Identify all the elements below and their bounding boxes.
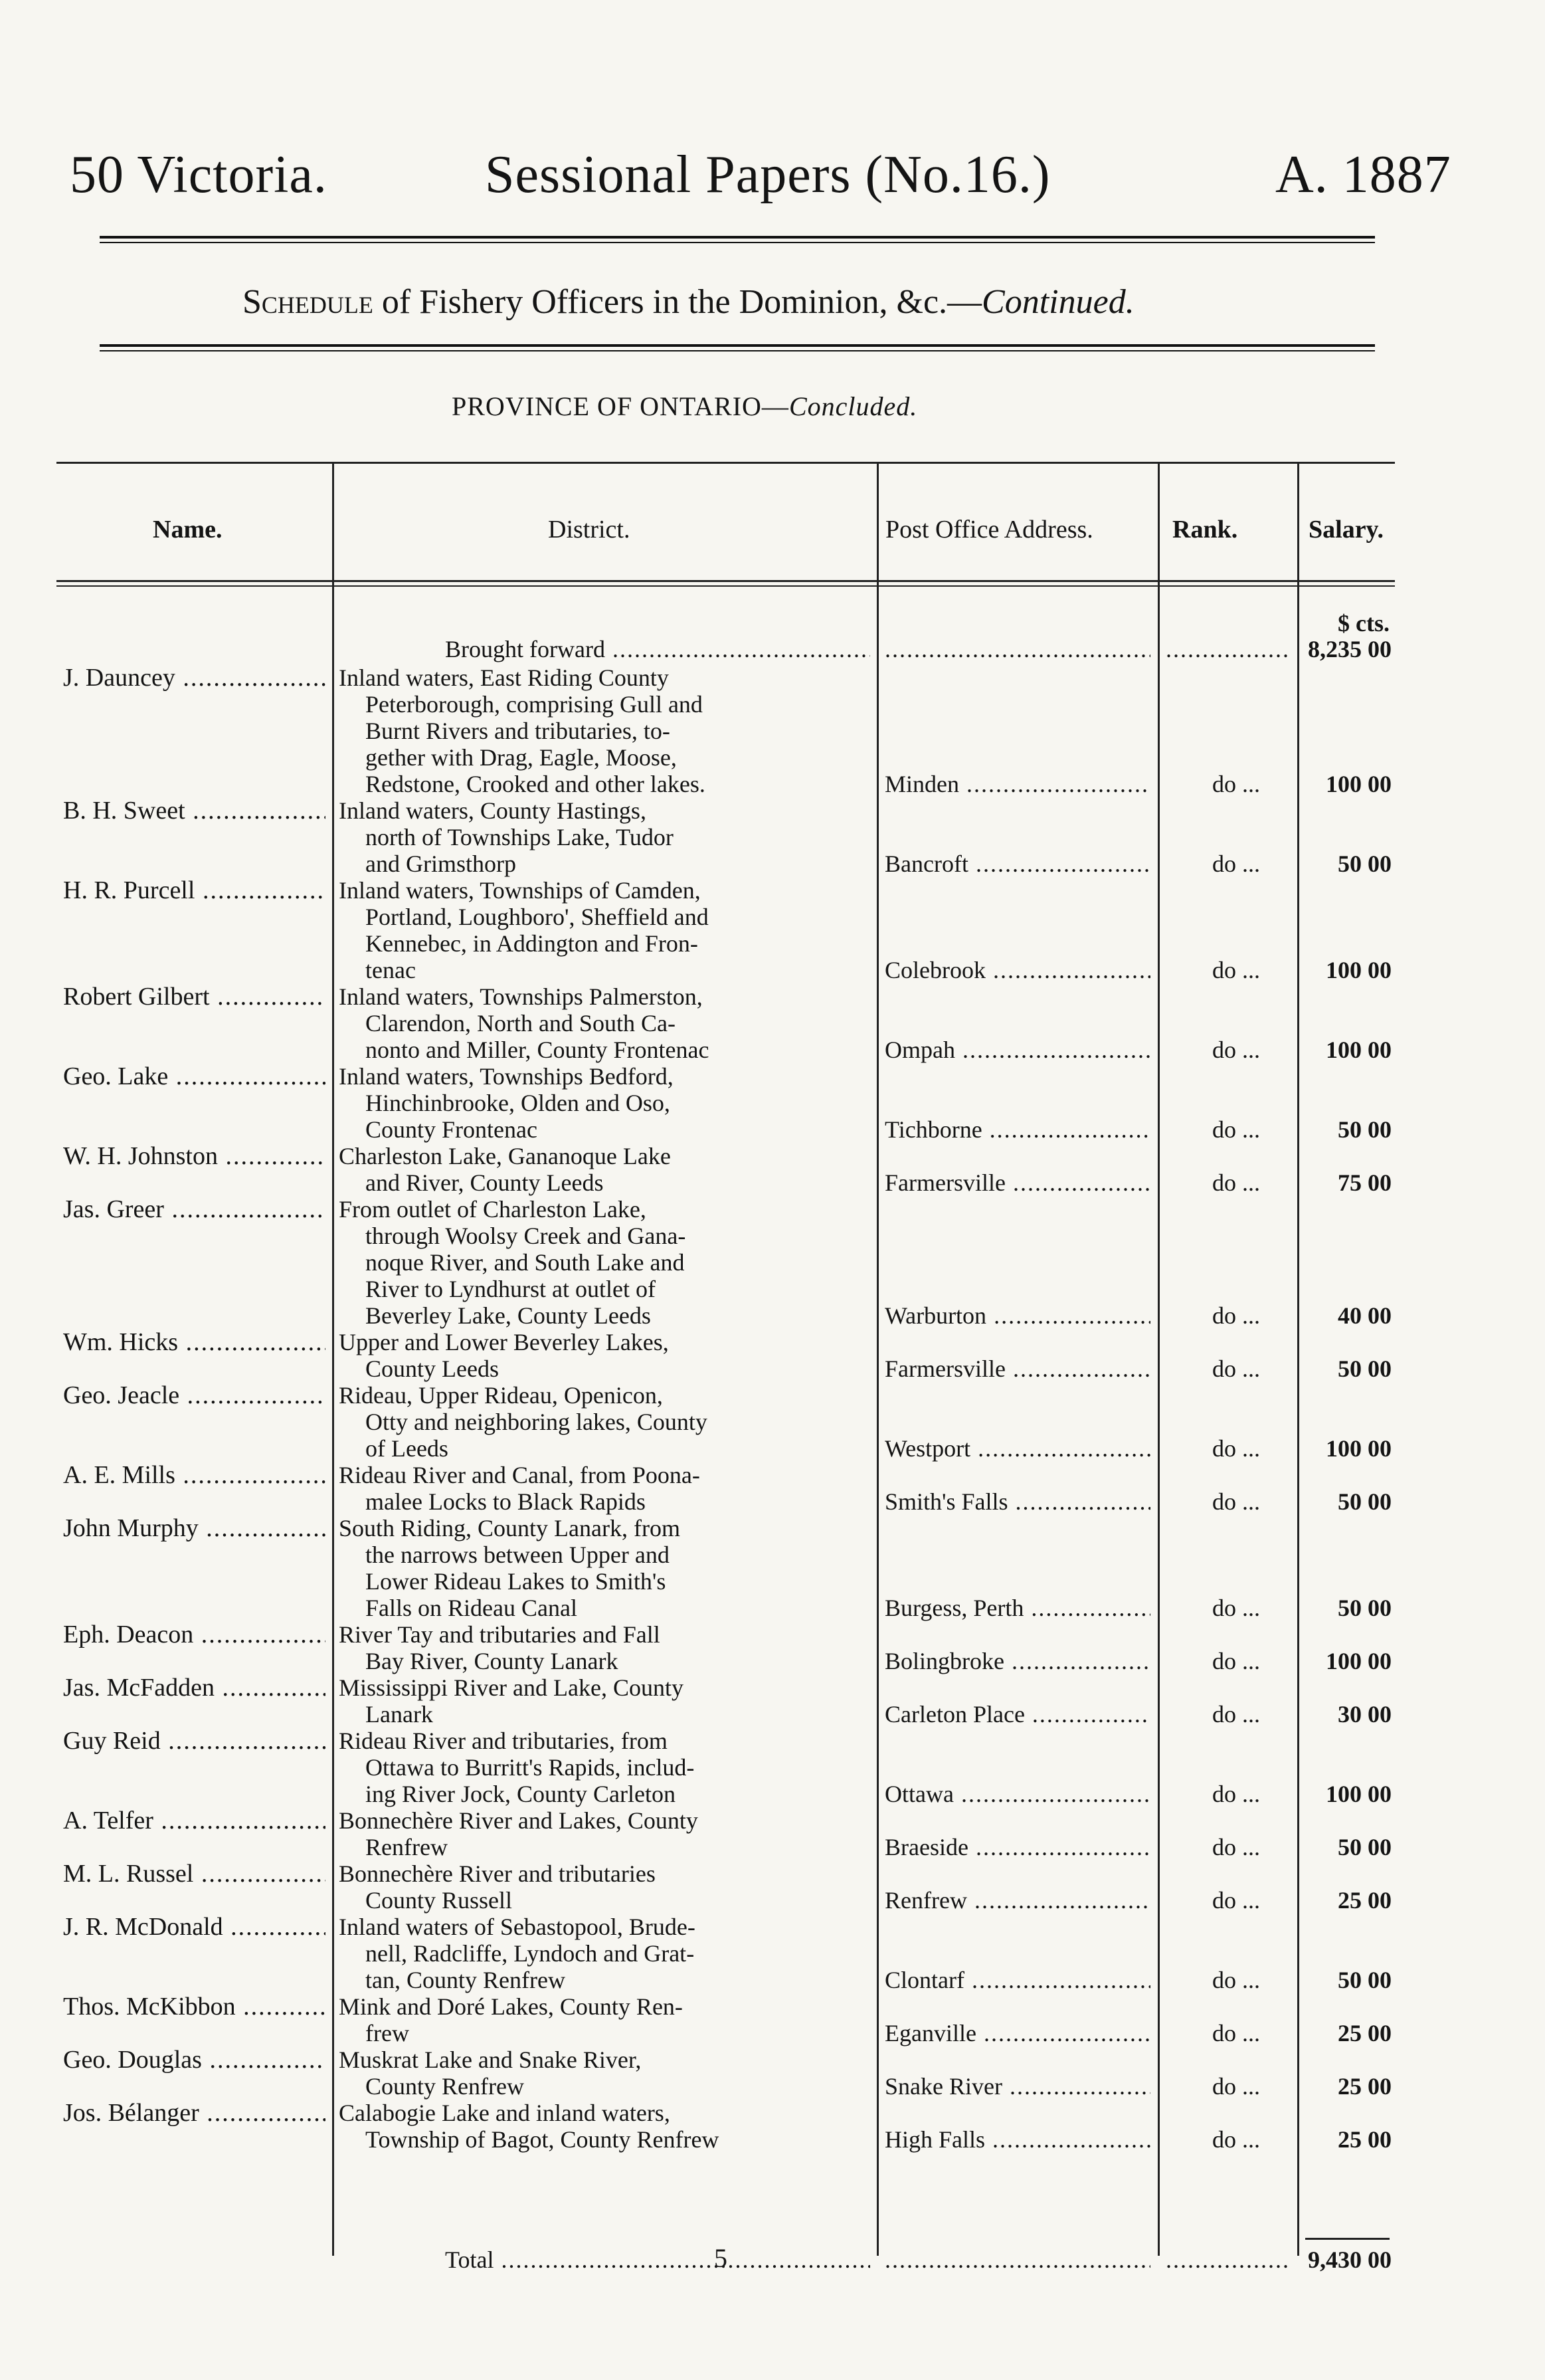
district-line: Rideau River and tributaries, from: [339, 1728, 668, 1754]
district-line: tenac: [365, 957, 416, 983]
province-concluded: Concluded.: [788, 391, 918, 421]
officer-rank: [1166, 1037, 1289, 1063]
header-bottom-rule: [56, 580, 1395, 582]
officer-name: J. Dauncey .....: [63, 664, 325, 691]
officer-salary: 50 00: [1338, 1116, 1392, 1143]
district-line: tan, County Renfrew: [365, 1967, 565, 1993]
fishery-officers-table: [56, 462, 1395, 2273]
district-line: north of Townships Lake, Tudor: [365, 824, 674, 850]
officer-name: A. Telfer .....: [63, 1807, 325, 1834]
officer-post-office: Snake River .....: [885, 2073, 1150, 2100]
district-line: Bonnechère River and tributaries: [339, 1860, 656, 1887]
officer-post-office: Warburton .....: [885, 1302, 1150, 1329]
officer-district: [339, 2046, 870, 2100]
district-line: Muskrat Lake and Snake River,: [339, 2046, 642, 2073]
officer-rank: [1166, 1488, 1289, 1515]
province-title: PROVINCE OF ONTARIO—: [452, 391, 789, 421]
officer-name: Geo. Lake .....: [63, 1063, 325, 1090]
officer-rank-text: do: [1212, 1302, 1236, 1329]
officer-district: [339, 1621, 870, 1674]
officer-salary: 25 00: [1338, 2126, 1392, 2153]
district-line: Clarendon, North and South Ca-: [365, 1010, 676, 1037]
officer-district: [339, 1914, 870, 1993]
schedule-continued: Continued.: [982, 283, 1135, 321]
rank-leader: ...: [1236, 1781, 1260, 1807]
header-rule-thin: [100, 242, 1375, 243]
officer-name: Jas. Greer .....: [63, 1196, 325, 1223]
district-line: and River, County Leeds: [365, 1169, 604, 1196]
subtitle-rule-thin: [100, 350, 1375, 351]
total-po-leader: [885, 2246, 1150, 2273]
officer-rank-text: do: [1212, 1037, 1236, 1063]
district-line: Burnt Rivers and tributaries, to-: [365, 718, 670, 744]
district-line: Inland waters, East Riding County: [339, 664, 669, 691]
officer-post-office: Burgess, Perth .....: [885, 1595, 1150, 1621]
officer-name: Thos. McKibbon .....: [63, 1993, 325, 2020]
officer-district: [339, 1674, 870, 1728]
officer-post-office: Carleton Place .....: [885, 1701, 1150, 1728]
officer-district: [339, 1515, 870, 1621]
col-divider-rank: [1297, 462, 1299, 2256]
officer-salary: 50 00: [1338, 1488, 1392, 1515]
officer-name: Wm. Hicks .....: [63, 1329, 325, 1355]
district-line: Hinchinbrooke, Olden and Oso,: [365, 1090, 670, 1116]
col-header-name: Name.: [153, 516, 223, 544]
officer-salary: 100 00: [1326, 1435, 1392, 1462]
officer-rank: [1166, 2126, 1289, 2153]
rank-leader: ...: [1236, 1355, 1260, 1382]
officer-rank: [1166, 1834, 1289, 1860]
district-line: Beverley Lake, County Leeds: [365, 1302, 651, 1329]
district-line: Calabogie Lake and inland waters,: [339, 2100, 670, 2126]
officer-district: [339, 1728, 870, 1807]
officer-rank-text: do: [1212, 1169, 1236, 1196]
total-label: Total .....: [445, 2246, 870, 2273]
district-line: Ottawa to Burritt's Rapids, includ-: [365, 1754, 695, 1781]
officer-rank: [1166, 1701, 1289, 1728]
district-line: nonto and Miller, County Frontenac: [365, 1037, 709, 1063]
district-line: County Renfrew: [365, 2073, 524, 2100]
district-line: County Russell: [365, 1887, 513, 1914]
district-line: and Grimsthorp: [365, 850, 516, 877]
officer-district: [339, 1860, 870, 1914]
officer-district: [339, 1807, 870, 1860]
officer-name: Eph. Deacon .....: [63, 1621, 325, 1648]
officer-salary: 25 00: [1338, 1887, 1392, 1914]
officer-salary: 30 00: [1338, 1701, 1392, 1728]
officer-rank-text: do: [1212, 1834, 1236, 1860]
district-line: Lower Rideau Lakes to Smith's: [365, 1568, 666, 1595]
officer-post-office: Eganville .....: [885, 2020, 1150, 2046]
officer-post-office: Colebrook .....: [885, 957, 1150, 983]
district-line: Redstone, Crooked and other lakes.: [365, 771, 705, 797]
officer-rank-text: do: [1212, 2020, 1236, 2046]
rank-leader: ...: [1236, 1169, 1260, 1196]
salary-units: $ cts.: [1338, 610, 1390, 637]
district-line: frew: [365, 2020, 409, 2046]
district-line: Bay River, County Lanark: [365, 1648, 618, 1674]
rank-leader: ...: [1236, 1116, 1260, 1143]
officer-rank-text: do: [1212, 1701, 1236, 1728]
district-line: Inland waters, Townships of Camden,: [339, 877, 701, 904]
rank-leader: ...: [1236, 1037, 1260, 1063]
officer-rank-text: do: [1212, 1648, 1236, 1674]
officer-rank: [1166, 2073, 1289, 2100]
district-line: From outlet of Charleston Lake,: [339, 1196, 646, 1223]
officer-post-office: Smith's Falls .....: [885, 1488, 1150, 1515]
officer-rank-text: do: [1212, 2073, 1236, 2100]
officer-rank: [1166, 957, 1289, 983]
rank-leader: ...: [1236, 1701, 1260, 1728]
schedule-subtitle: [242, 282, 1135, 322]
officer-name: Geo. Douglas .....: [63, 2046, 325, 2073]
district-line: ing River Jock, County Carleton: [365, 1781, 676, 1807]
officer-rank: [1166, 1595, 1289, 1621]
officer-rank-text: do: [1212, 1967, 1236, 1993]
brought-forward-label: Brought forward .....: [445, 636, 870, 662]
rank-leader: ...: [1236, 957, 1260, 983]
brought-forward-amount: 8,235 00: [1308, 636, 1392, 662]
officer-name: J. R. McDonald .....: [63, 1914, 325, 1940]
officer-salary: 100 00: [1326, 1648, 1392, 1674]
district-line: Mink and Doré Lakes, County Ren-: [339, 1993, 683, 2020]
district-line: Charleston Lake, Gananoque Lake: [339, 1143, 671, 1169]
officer-district: [339, 1196, 870, 1329]
total-rank-leader: [1166, 2246, 1289, 2273]
officer-salary: 40 00: [1338, 1302, 1392, 1329]
officer-salary: 100 00: [1326, 1781, 1392, 1807]
schedule-lead: Schedule: [242, 283, 373, 321]
rank-leader: ...: [1236, 1302, 1260, 1329]
rank-leader: ...: [1236, 1435, 1260, 1462]
district-line: Rideau, Upper Rideau, Openicon,: [339, 1382, 663, 1409]
officer-name: H. R. Purcell .....: [63, 877, 325, 904]
district-line: Portland, Loughboro', Sheffield and: [365, 904, 709, 930]
officer-district: [339, 1329, 870, 1382]
col-header-post-office: Post Office Address.: [885, 516, 1093, 544]
rank-leader: ...: [1236, 1967, 1260, 1993]
officer-name: M. L. Russel .....: [63, 1860, 325, 1887]
district-line: through Woolsy Creek and Gana-: [365, 1223, 686, 1249]
officer-name: Robert Gilbert .....: [63, 983, 325, 1010]
district-line: Falls on Rideau Canal: [365, 1595, 577, 1621]
officer-post-office: Bancroft .....: [885, 850, 1150, 877]
district-line: Inland waters, County Hastings,: [339, 797, 646, 824]
rank-leader: ...: [1236, 1834, 1260, 1860]
officer-rank-text: do: [1212, 1435, 1236, 1462]
col-divider-po: [1158, 462, 1160, 2256]
officer-rank-text: do: [1212, 850, 1236, 877]
officer-rank: [1166, 2020, 1289, 2046]
volume-label: 50 Victoria.: [70, 146, 327, 204]
officer-rank-text: do: [1212, 1595, 1236, 1621]
district-line: County Leeds: [365, 1355, 499, 1382]
district-line: Peterborough, comprising Gull and: [365, 691, 703, 718]
rank-leader: ...: [1236, 1887, 1260, 1914]
district-line: Inland waters, Townships Bedford,: [339, 1063, 674, 1090]
officer-name: A. E. Mills .....: [63, 1462, 325, 1488]
officer-post-office: High Falls .....: [885, 2126, 1150, 2153]
officer-salary: 100 00: [1326, 771, 1392, 797]
officer-salary: 25 00: [1338, 2020, 1392, 2046]
officer-post-office: Minden .....: [885, 771, 1150, 797]
officer-rank-text: do: [1212, 1355, 1236, 1382]
province-heading: [452, 391, 917, 422]
district-line: River Tay and tributaries and Fall: [339, 1621, 660, 1648]
year-label: A. 1887: [1275, 146, 1451, 204]
col-divider-name: [332, 462, 334, 2256]
officer-rank: [1166, 1116, 1289, 1143]
officer-district: [339, 1143, 870, 1196]
officer-salary: 50 00: [1338, 850, 1392, 877]
officer-name: John Murphy .....: [63, 1515, 325, 1541]
col-header-salary: Salary.: [1309, 516, 1384, 544]
officer-salary: 50 00: [1338, 1355, 1392, 1382]
district-line: Otty and neighboring lakes, County: [365, 1409, 707, 1435]
brought-forward-rank-leader: [1166, 636, 1289, 662]
district-line: Inland waters, Townships Palmerston,: [339, 983, 703, 1010]
district-line: the narrows between Upper and: [365, 1541, 670, 1568]
officer-post-office: Ompah .....: [885, 1037, 1150, 1063]
rank-leader: ...: [1236, 771, 1260, 797]
district-line: noque River, and South Lake and: [365, 1249, 685, 1276]
officer-name: B. H. Sweet .....: [63, 797, 325, 824]
officer-district: [339, 664, 870, 797]
rank-leader: ...: [1236, 850, 1260, 877]
col-divider-district: [877, 462, 879, 2256]
officer-rank-text: do: [1212, 1116, 1236, 1143]
officer-post-office: Bolingbroke .....: [885, 1648, 1150, 1674]
officer-district: [339, 1993, 870, 2046]
officer-district: [339, 1382, 870, 1462]
district-line: Bonnechère River and Lakes, County: [339, 1807, 698, 1834]
district-line: Township of Bagot, County Renfrew: [365, 2126, 719, 2153]
officer-name: W. H. Johnston .....: [63, 1143, 325, 1169]
officer-name: Jas. McFadden .....: [63, 1674, 325, 1701]
officer-salary: 100 00: [1326, 957, 1392, 983]
rank-leader: ...: [1236, 2020, 1260, 2046]
col-header-district: District.: [548, 516, 630, 544]
officer-rank: [1166, 1648, 1289, 1674]
page-number: 5: [714, 2243, 727, 2273]
officer-rank-text: do: [1212, 771, 1236, 797]
district-line: Inland waters of Sebastopool, Brude-: [339, 1914, 695, 1940]
officer-rank-text: do: [1212, 1887, 1236, 1914]
officer-district: [339, 983, 870, 1063]
officer-rank: [1166, 1781, 1289, 1807]
officer-post-office: Farmersville .....: [885, 1355, 1150, 1382]
officer-rank: [1166, 1887, 1289, 1914]
district-line: Lanark: [365, 1701, 433, 1728]
col-header-rank: Rank.: [1172, 516, 1238, 544]
district-line: Mississippi River and Lake, County: [339, 1674, 683, 1701]
total-amount: 9,430 00: [1308, 2246, 1392, 2273]
officer-salary: 25 00: [1338, 2073, 1392, 2100]
officer-salary: 50 00: [1338, 1967, 1392, 1993]
officer-district: [339, 1462, 870, 1515]
total-rule: [1305, 2238, 1390, 2240]
officer-district: [339, 797, 870, 877]
officer-post-office: Braeside .....: [885, 1834, 1150, 1860]
officer-name: Geo. Jeacle .....: [63, 1382, 325, 1409]
officer-rank: [1166, 1169, 1289, 1196]
officer-name: Jos. Bélanger .....: [63, 2100, 325, 2126]
district-line: nell, Radcliffe, Lyndoch and Grat-: [365, 1940, 695, 1967]
district-line: River to Lyndhurst at outlet of: [365, 1276, 656, 1302]
officer-rank: [1166, 850, 1289, 877]
subtitle-rule: [100, 344, 1375, 347]
district-line: Kennebec, in Addington and Fron-: [365, 930, 698, 957]
district-line: gether with Drag, Eagle, Moose,: [365, 744, 677, 771]
district-line: Upper and Lower Beverley Lakes,: [339, 1329, 669, 1355]
rank-leader: ...: [1236, 1488, 1260, 1515]
rank-leader: ...: [1236, 2126, 1260, 2153]
district-line: malee Locks to Black Rapids: [365, 1488, 646, 1515]
officer-salary: 100 00: [1326, 1037, 1392, 1063]
officer-rank-text: do: [1212, 1781, 1236, 1807]
district-line: of Leeds: [365, 1435, 448, 1462]
rank-leader: ...: [1236, 1595, 1260, 1621]
rank-leader: ...: [1236, 1648, 1260, 1674]
rank-leader: ...: [1236, 2073, 1260, 2100]
officer-rank: [1166, 1967, 1289, 1993]
officer-post-office: Ottawa .....: [885, 1781, 1150, 1807]
header-rule: [100, 236, 1375, 239]
district-line: Renfrew: [365, 1834, 448, 1860]
officer-salary: 75 00: [1338, 1169, 1392, 1196]
officer-post-office: Clontarf .....: [885, 1967, 1150, 1993]
officer-rank-text: do: [1212, 957, 1236, 983]
officer-district: [339, 1063, 870, 1143]
sessional-papers-title: Sessional Papers (No.16.): [485, 146, 1051, 204]
schedule-rest: of Fishery Officers in the Dominion, &c.—: [373, 283, 982, 321]
officer-post-office: Tichborne .....: [885, 1116, 1150, 1143]
district-line: South Riding, County Lanark, from: [339, 1515, 680, 1541]
officer-district: [339, 2100, 870, 2153]
officer-post-office: Renfrew .....: [885, 1887, 1150, 1914]
officer-rank: [1166, 1355, 1289, 1382]
district-line: Rideau River and Canal, from Poona-: [339, 1462, 700, 1488]
officer-salary: 50 00: [1338, 1595, 1392, 1621]
officer-rank: [1166, 1302, 1289, 1329]
officer-rank-text: do: [1212, 1488, 1236, 1515]
officer-rank: [1166, 1435, 1289, 1462]
officer-salary: 50 00: [1338, 1834, 1392, 1860]
district-line: County Frontenac: [365, 1116, 537, 1143]
officer-post-office: Farmersville .....: [885, 1169, 1150, 1196]
table-top-rule: [56, 462, 1395, 464]
officer-rank-text: do: [1212, 2126, 1236, 2153]
officer-district: [339, 877, 870, 983]
brought-forward-po-leader: [885, 636, 1150, 662]
officer-name: Guy Reid .....: [63, 1728, 325, 1754]
header-bottom-rule-thin: [56, 585, 1395, 587]
officer-rank: [1166, 771, 1289, 797]
officer-post-office: Westport .....: [885, 1435, 1150, 1462]
